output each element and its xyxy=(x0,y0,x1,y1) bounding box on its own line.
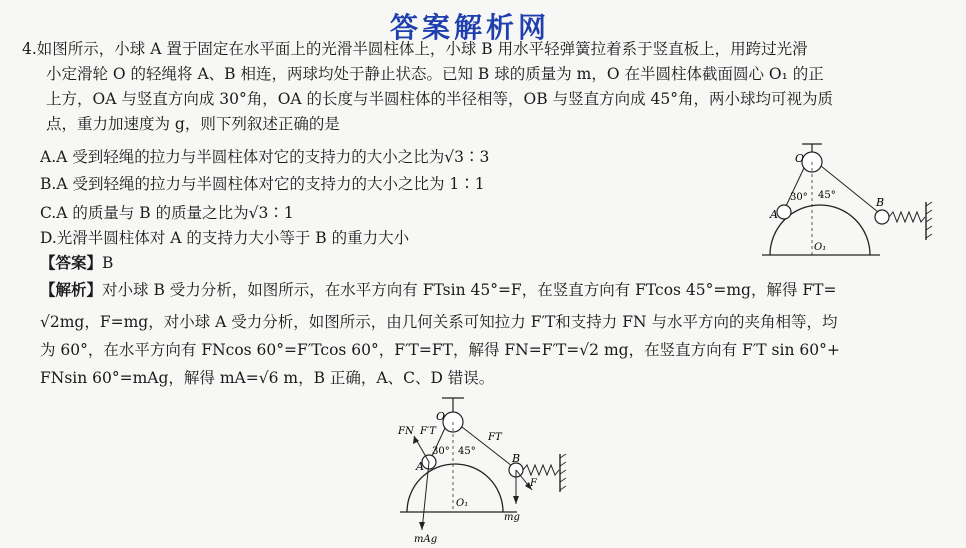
answer-line xyxy=(40,251,113,275)
fig1-label-o: O xyxy=(795,152,805,165)
analysis-line-2: √2mg，F=mg，对小球 A 受力分析，如图所示，由几何关系可知拉力 F′T和支持力 FN 与水平方向的夹角相等，均 xyxy=(40,313,838,331)
watermark-text: 答案解析网 xyxy=(390,11,551,44)
fig2-force-mag: mAg xyxy=(414,534,438,544)
question-line-2: 小定滑轮 O 的轻绳将 A、B 相连，两球均处于静止状态。已知 B 球的质量为 m，O 在半圆柱体截面圆心 O₁ 的正 xyxy=(46,65,824,83)
analysis-line-4: FNsin 60°=mAg，解得 mA=√6 m，B 正确，A、C、D 错误。 xyxy=(40,369,495,387)
question-line-4: 点，重力加速度为 g，则下列叙述正确的是 xyxy=(46,115,340,133)
answer-value: B xyxy=(102,254,114,272)
fig2-angle-45: 45° xyxy=(458,446,476,457)
fig2-force-f: F xyxy=(530,478,537,489)
fig2-label-o: O xyxy=(436,410,446,423)
analysis-figure xyxy=(392,394,582,544)
fig2-label-a: A xyxy=(416,460,424,473)
fig2-label-o1: O₁ xyxy=(456,498,469,509)
fig1-label-a: A xyxy=(770,208,778,221)
option-b: B.A 受到轻绳的拉力与半圆柱体对它的支持力的大小之比为 1∶1 xyxy=(40,175,485,193)
question-line-1: 4.如图所示，小球 A 置于固定在水平面上的光滑半圆柱体上，小球 B 用水平轻弹簧拉着系于竖直板上，用跨过光滑 xyxy=(22,40,808,58)
question-line-3: 上方，OA 与竖直方向成 30°角，OA 的长度与半圆柱体的半径相等，OB 与竖直方向成 45°角，两小球均可视为质 xyxy=(46,90,833,108)
option-c: C.A 的质量与 B 的质量之比为√3∶1 xyxy=(40,204,294,222)
fig2-force-ft-prime: F′T xyxy=(420,426,436,437)
analysis-text-1: 对小球 B 受力分析，如图所示，在水平方向有 FTsin 45°=F，在竖直方向有 FTcos 45°=mg，解得 FT= xyxy=(102,281,837,299)
fig2-force-ft: FT xyxy=(488,432,502,443)
fig2-angle-30: 30° xyxy=(432,446,450,457)
option-d: D.光滑半圆柱体对 A 的支持力大小等于 B 的重力大小 xyxy=(40,229,410,247)
option-a: A.A 受到轻绳的拉力与半圆柱体对它的支持力的大小之比为√3∶3 xyxy=(40,148,490,166)
fig1-label-b: B xyxy=(876,196,885,209)
fig2-force-fn: FN xyxy=(398,426,414,437)
analysis-label: 【解析】 xyxy=(40,280,103,299)
fig1-label-o1: O₁ xyxy=(814,242,827,253)
answer-label: 【答案】 xyxy=(40,253,103,272)
fig2-label-b: B xyxy=(512,452,521,465)
fig1-angle-45: 45° xyxy=(818,190,836,201)
analysis-line-3: 为 60°，在水平方向有 FNcos 60°=F′Tcos 60°，F′T=FT，解得 FN=F′T=√2 mg，在竖直方向有 F′T sin 60°+ xyxy=(40,341,840,359)
fig2-force-mg: mg xyxy=(504,512,520,523)
analysis-line-1 xyxy=(40,278,837,302)
fig1-angle-30: 30° xyxy=(790,192,808,203)
question-figure xyxy=(760,140,940,260)
